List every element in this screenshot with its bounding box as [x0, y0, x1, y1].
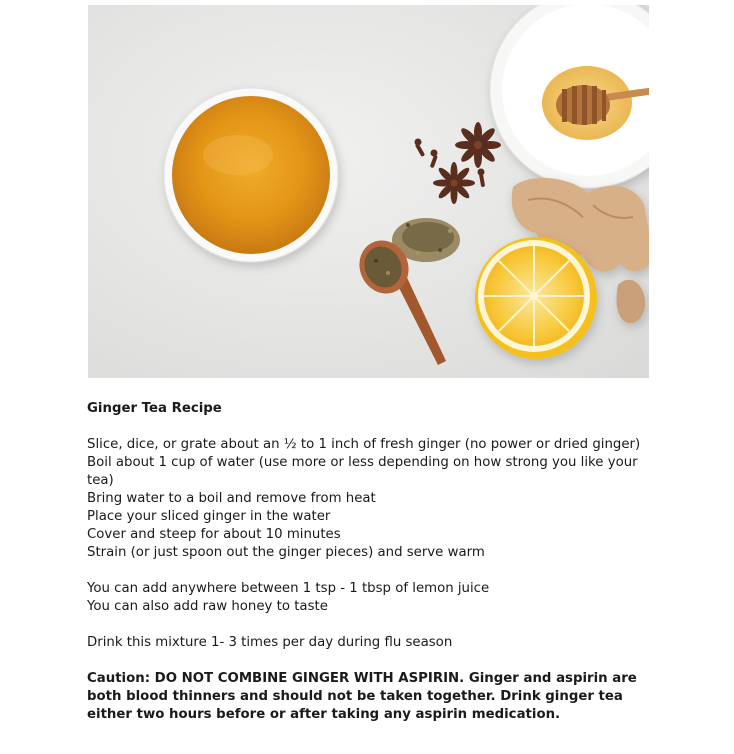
recipe-content: [87, 400, 647, 724]
recipe-step: Slice, dice, or grate about an ½ to 1 inch of fresh ginger (no power or dried ginger): [87, 437, 641, 452]
recipe-step: Cover and steep for about 10 minutes: [87, 527, 341, 542]
recipe-addon: You can add anywhere between 1 tsp - 1 tbsp of lemon juice: [87, 581, 490, 596]
recipe-step: Place your sliced ginger in the water: [87, 509, 331, 524]
photo-illustration: [88, 5, 649, 378]
recipe-addons: [87, 580, 647, 616]
recipe-steps: [87, 436, 647, 562]
recipe-caution: Caution: DO NOT COMBINE GINGER WITH ASPIRIN. Ginger and aspirin are both blood thinners and should not be taken together. Drink ginger tea either two hours before or after taking any aspirin medication.: [87, 671, 637, 722]
recipe-title: Ginger Tea Recipe: [87, 401, 222, 416]
recipe-addon: You can also add raw honey to taste: [87, 599, 328, 614]
tea-cup: [164, 88, 338, 262]
recipe-photo: [88, 5, 649, 378]
lemon-icon: [475, 237, 597, 359]
recipe-step: Bring water to a boil and remove from heat: [87, 491, 376, 506]
recipe-frequency: Drink this mixture 1- 3 times per day during flu season: [87, 635, 453, 650]
recipe-step: Boil about 1 cup of water (use more or less depending on how strong you like your tea): [87, 455, 638, 488]
spices-icon: [415, 122, 502, 204]
recipe-step: Strain (or just spoon out the ginger pieces) and serve warm: [87, 545, 485, 560]
